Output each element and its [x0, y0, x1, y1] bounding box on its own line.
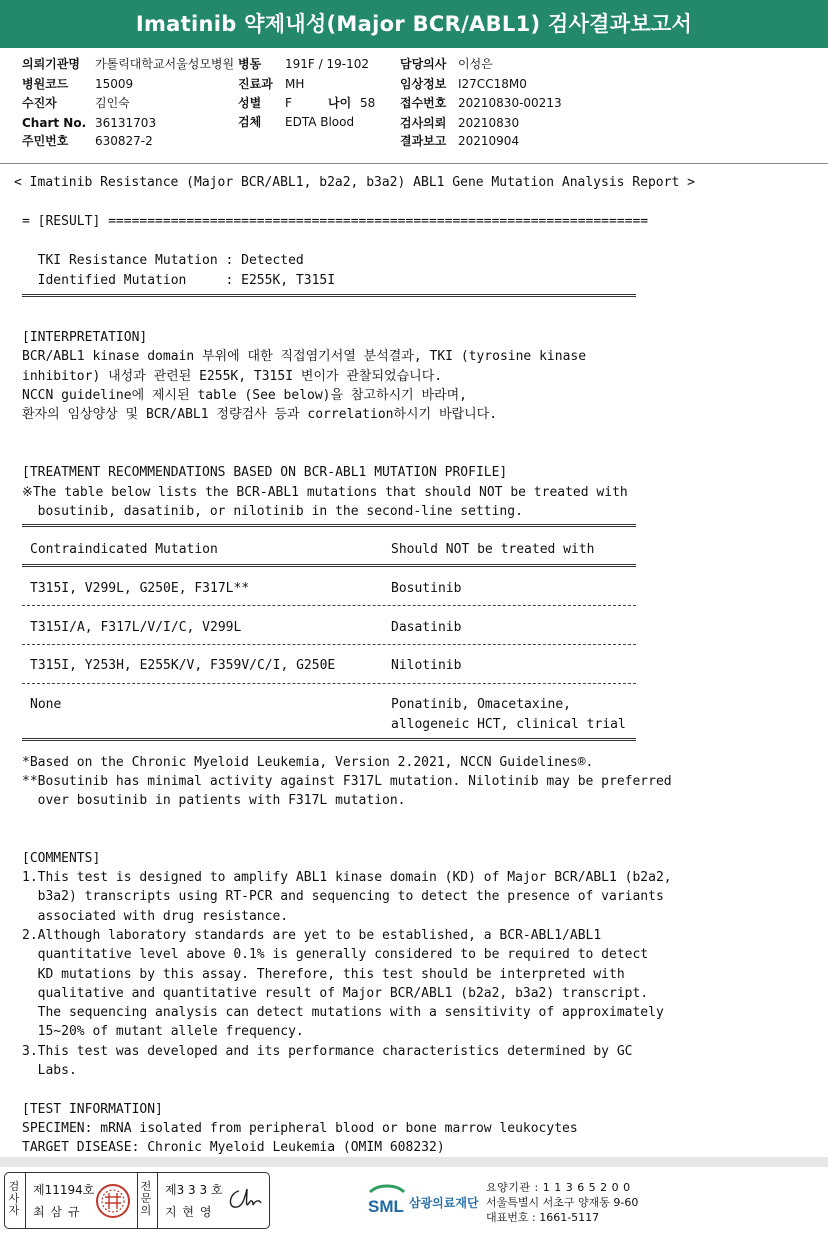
- sml-logo-text: SML: [368, 1197, 404, 1216]
- signature-divider: [157, 1173, 158, 1228]
- treatment-heading: [TREATMENT RECOMMENDATIONS BASED ON BCR-ABL1 MUTATION PROFILE]: [22, 465, 508, 480]
- interpretation-line: inhibitor) 내성과 관련된 E255K, T315I 변이가 관찰되었습니다.: [22, 369, 443, 384]
- comment-line: The sequencing analysis can detect mutations with a sensitivity of approximately: [22, 1005, 664, 1020]
- table-row-divider: [22, 605, 636, 606]
- specialist-license: 제3 3 3 호: [165, 1183, 223, 1197]
- signature-box: [4, 1172, 270, 1229]
- age-value: 58: [360, 96, 376, 110]
- tester-name: 최 삼 규: [33, 1205, 81, 1219]
- hospital-code-value: 15009: [95, 77, 134, 91]
- specialist-label: 전문의: [140, 1180, 152, 1217]
- table-row-drug: Dasatinib: [391, 620, 462, 635]
- comment-line: KD mutations by this assay. Therefore, this test should be interpreted with: [22, 967, 625, 982]
- tester-seal-icon: [95, 1183, 131, 1219]
- id-value: 630827-2: [95, 134, 153, 148]
- result-line-mutation: Identified Mutation : E255K, T315I: [22, 273, 336, 288]
- table-row-drug: Nilotinib: [391, 658, 462, 673]
- table-row-mutation: T315I, V299L, G250E, F317L**: [30, 581, 250, 596]
- treatment-note: ※The table below lists the BCR-ABL1 mutations that should NOT be treated with: [22, 485, 628, 500]
- clinical-label: 임상정보: [400, 77, 447, 91]
- dept-value: MH: [285, 77, 305, 91]
- doctor-label: 담당의사: [400, 57, 447, 71]
- test-info-line: TARGET DISEASE: Chronic Myeloid Leukemia (OMIM 608232): [22, 1140, 445, 1155]
- table-row-mutation: None: [30, 697, 62, 712]
- specialist-name: 지 현 영: [165, 1205, 213, 1219]
- accession-label: 접수번호: [400, 96, 447, 110]
- comment-line: 1.This test is designed to amplify ABL1 kinase domain (KD) of Major BCR/ABL1 (b2a2,: [22, 870, 672, 885]
- request-label: 검사의뢰: [400, 116, 447, 130]
- hospital-code-label: 병원코드: [22, 77, 69, 91]
- tester-license: 제11194호: [33, 1183, 95, 1197]
- chart-value: 36131703: [95, 116, 157, 130]
- dept-label: 진료과: [238, 77, 273, 91]
- footnote: **Bosutinib has minimal activity against F317L mutation. Nilotinib may be preferred: [22, 774, 672, 789]
- table-header-drug: Should NOT be treated with: [391, 542, 595, 557]
- result-heading: = [RESULT] =====================================================================: [22, 214, 649, 229]
- test-info-heading: [TEST INFORMATION]: [22, 1102, 163, 1117]
- tester-label: 검사자: [8, 1180, 20, 1217]
- footnote: over bosutinib in patients with F317L mutation.: [22, 793, 406, 808]
- table-top-divider: [22, 524, 636, 527]
- age-label: 나이: [328, 96, 352, 110]
- sex-label: 성별: [238, 96, 262, 110]
- sml-logo-icon: [366, 1182, 408, 1218]
- report-date-value: 20210904: [458, 134, 520, 148]
- report-title-bar: Imatinib 약제내성(Major BCR/ABL1) 검사결과보고서: [0, 0, 828, 48]
- table-row-mutation: T315I, Y253H, E255K/V, F359V/C/I, G250E: [30, 658, 336, 673]
- org-address: 서울특별시 서초구 양재동 9-60: [486, 1196, 639, 1209]
- table-header-divider: [22, 564, 636, 567]
- comment-line: 2.Although laboratory standards are yet to be established, a BCR-ABL1/ABL1: [22, 928, 602, 943]
- table-row-mutation: T315I/A, F317L/V/I/C, V299L: [30, 620, 242, 635]
- accession-value: 20210830-00213: [458, 96, 562, 110]
- comment-line: qualitative and quantitative result of Major BCR/ABL1 (b2a2, b3a2) transcript.: [22, 986, 649, 1001]
- institution-label: 의뢰기관명: [22, 57, 80, 71]
- treatment-note: bosutinib, dasatinib, or nilotinib in the second-line setting.: [22, 504, 523, 519]
- comment-line: b3a2) transcripts using RT-PCR and sequencing to detect the presence of variants: [22, 889, 664, 904]
- interpretation-line: 환자의 임상양상 및 BCR/ABL1 정량검사 등과 correlation하시기 바랍니다.: [22, 407, 498, 422]
- table-row-divider: [22, 644, 636, 645]
- doctor-value: 이성은: [458, 57, 493, 71]
- comment-line: 15~20% of mutant allele frequency.: [22, 1024, 304, 1039]
- org-code: 요양기관 : 1 1 3 6 5 2 0 0: [486, 1181, 631, 1194]
- comment-line: quantitative level above 0.1% is generally considered to be required to detect: [22, 947, 649, 962]
- report-subtitle: < Imatinib Resistance (Major BCR/ABL1, b2a2, b3a2) ABL1 Gene Mutation Analysis Report >: [14, 175, 695, 190]
- specimen-label: 검체: [238, 115, 262, 129]
- institution-value: 가톨릭대학교서울성모병원: [95, 57, 235, 71]
- table-row-drug: Bosutinib: [391, 581, 462, 596]
- patient-label: 수진자: [22, 96, 57, 110]
- patient-value: 김인숙: [95, 96, 130, 110]
- table-row-drug: Ponatinib, Omacetaxine, allogeneic HCT, clinical trial: [391, 697, 626, 732]
- ward-label: 병동: [238, 57, 262, 71]
- sex-value: F: [285, 96, 292, 110]
- chart-label: Chart No.: [22, 116, 87, 130]
- test-info-line: SPECIMEN: mRNA isolated from peripheral blood or bone marrow leukocytes: [22, 1121, 578, 1136]
- clinical-value: I27CC18M0: [458, 77, 527, 91]
- id-label: 주민번호: [22, 134, 69, 148]
- table-row-divider: [22, 683, 636, 684]
- interpretation-line: NCCN guideline에 제시된 table (See below)을 참고하시기 바라며,: [22, 388, 468, 403]
- comment-line: 3.This test was developed and its performance characteristics determined by GC: [22, 1044, 633, 1059]
- result-divider: [22, 294, 636, 297]
- comment-line: associated with drug resistance.: [22, 909, 289, 924]
- comment-line: Labs.: [22, 1063, 77, 1078]
- specimen-value: EDTA Blood: [285, 115, 355, 129]
- org-phone: 대표번호 : 1661-5117: [486, 1211, 600, 1224]
- signature-divider: [25, 1173, 26, 1228]
- footnote: *Based on the Chronic Myeloid Leukemia, Version 2.2021, NCCN Guidelines®.: [22, 755, 594, 770]
- request-value: 20210830: [458, 116, 520, 130]
- interpretation-line: BCR/ABL1 kinase domain 부위에 대한 직접염기서열 분석결과, TKI (tyrosine kinase: [22, 349, 587, 364]
- result-line-detected: TKI Resistance Mutation : Detected: [22, 253, 304, 268]
- header-divider: [0, 163, 828, 164]
- table-header-mutation: Contraindicated Mutation: [30, 542, 218, 557]
- org-name: 삼광의료재단: [409, 1196, 479, 1210]
- signature-icon: [225, 1185, 263, 1215]
- interpretation-heading: [INTERPRETATION]: [22, 330, 148, 345]
- comments-heading: [COMMENTS]: [22, 851, 101, 866]
- table-bottom-divider: [22, 738, 636, 741]
- ward-value: 191F / 19-102: [285, 57, 369, 71]
- footer-separator: [0, 1157, 828, 1167]
- report-date-label: 결과보고: [400, 134, 447, 148]
